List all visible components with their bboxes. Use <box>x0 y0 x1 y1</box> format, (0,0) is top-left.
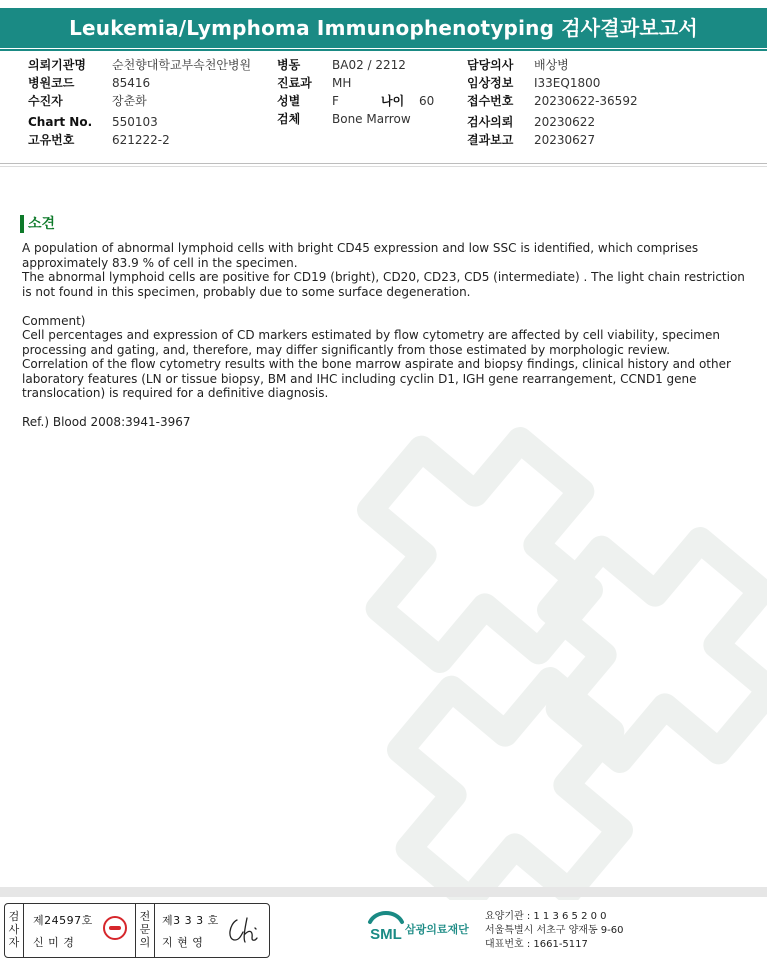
org-code: 요양기관 : 1 1 3 6 5 2 0 0 <box>485 911 607 922</box>
org-address: 서울특별시 서초구 양재동 9-60 <box>485 925 624 936</box>
info-row-department: 진료과 MH <box>277 76 352 90</box>
info-row-specimen: 검체 Bone Marrow <box>277 112 411 126</box>
comment-paragraph-2: Correlation of the flow cytometry results with the bone marrow aspirate and biopsy findings, clinical history and other laboratory features (LN or tissue biopsy, BM and IHC including cyclin D1, IGH gene rearrangement, CCND1 gene translocation) is required for a definitive diagnosis. <box>22 357 731 400</box>
header-divider <box>0 163 767 164</box>
info-row-hospital: 의뢰기관명 순천향대학교부속천안병원 <box>28 58 252 72</box>
info-row-doctor: 담당의사 배상병 <box>467 58 569 72</box>
info-row-request-date: 검사의뢰 20230622 <box>467 115 596 129</box>
examiner-seal-icon <box>103 916 127 940</box>
spacer-2 <box>22 401 752 416</box>
info-col-3 <box>467 56 638 149</box>
examiner-name: 신 미 경 <box>33 936 75 949</box>
info-row-report-date: 결과보고 20230627 <box>467 133 596 147</box>
findings-heading: 소견 <box>28 216 56 232</box>
comment-heading: Comment) <box>22 313 86 328</box>
report-title-bar <box>0 8 767 48</box>
info-row-unique-no: 고유번호 621222-2 <box>28 133 170 147</box>
org-name: 삼광의료재단 <box>405 923 469 936</box>
spacer <box>22 299 752 314</box>
info-row-chart-no: Chart No. 550103 <box>28 115 158 129</box>
cross-watermark-icon <box>320 420 767 900</box>
age-label: 나이 <box>381 94 405 108</box>
header-divider-2 <box>0 166 767 167</box>
age-value: 60 <box>419 94 435 108</box>
comment-paragraph-1: Cell percentages and expression of CD markers estimated by flow cytometry are affected by cell viability, specimen processing and gating, and, therefore, may differ significantly from those estimated by morphologic review. <box>22 328 720 357</box>
org-info <box>485 910 624 952</box>
examiner-label: 검 사 자 <box>5 904 24 957</box>
sml-logo-text: SML <box>370 926 402 943</box>
specialist-label: 전 문 의 <box>135 904 155 957</box>
org-phone: 대표번호 : 1661-5117 <box>485 939 588 950</box>
findings-body <box>22 241 752 430</box>
info-row-patient: 수진자 장춘화 <box>28 94 147 108</box>
specialist-license: 제3 3 3 호 <box>162 914 219 927</box>
footer-band <box>0 887 767 897</box>
examiner-license: 제24597호 <box>33 914 93 927</box>
specialist-signature-icon <box>223 914 263 948</box>
specialist-name: 지 현 영 <box>162 936 204 949</box>
sml-logo-icon <box>366 908 406 948</box>
info-row-hospital-code: 병원코드 85416 <box>28 76 151 90</box>
info-row-sex: 성별 F 나이 60 <box>277 94 435 108</box>
info-col-2 <box>277 56 434 128</box>
info-row-ward: 병동 BA02 / 2212 <box>277 58 406 72</box>
section-marker <box>20 215 24 233</box>
info-row-receipt-no: 접수번호 20230622-36592 <box>467 94 638 108</box>
reference-line: Ref.) Blood 2008:3941-3967 <box>22 415 191 429</box>
signature-box <box>4 903 270 958</box>
finding-paragraph-1: A population of abnormal lymphoid cells with bright CD45 expression and low SSC is identified, which comprises approximately 83.9 % of cell in the specimen. <box>22 241 699 270</box>
info-col-1 <box>28 56 251 149</box>
info-row-clinical-info: 임상정보 I33EQ1800 <box>467 76 601 90</box>
finding-paragraph-2: The abnormal lymphoid cells are positive for CD19 (bright), CD20, CD23, CD5 (intermediate) . The light chain restriction is not found in this specimen, probably due to some surface degeneration. <box>22 270 745 299</box>
report-title: Leukemia/Lymphoma Immunophenotyping 검사결과보고서 <box>69 16 698 40</box>
